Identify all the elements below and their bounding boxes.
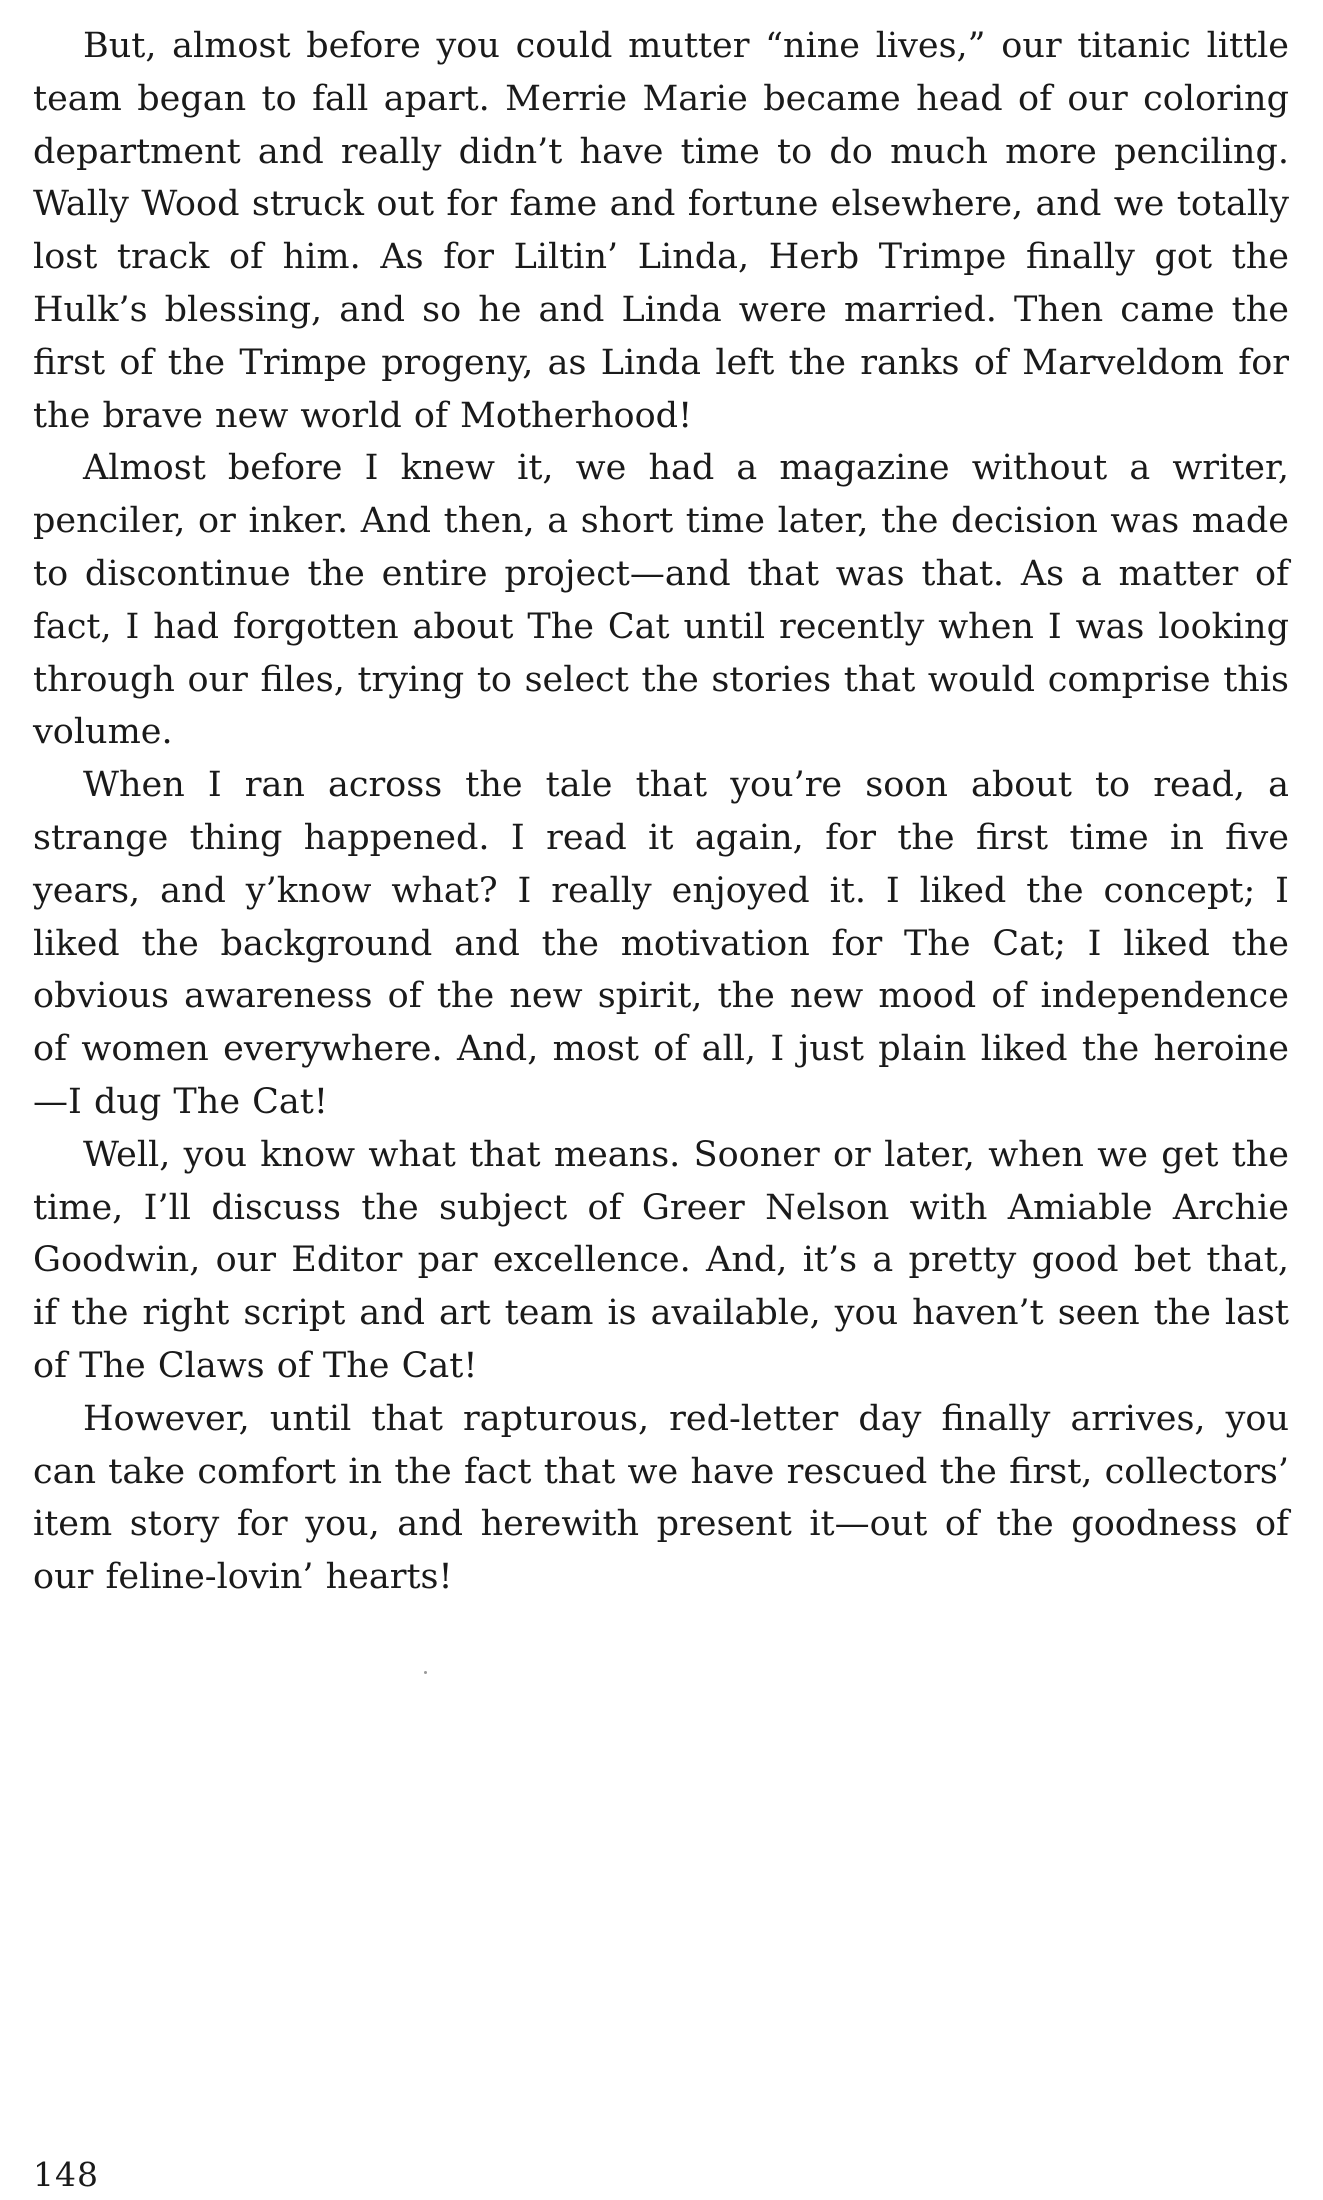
paragraph-2: Almost before I knew it, we had a magazine without a writer, penciler, or inker. And then, a short time later, the decision was made to discontinue the entire project—and that was that. As a matter of fact, I had forgotten about The Cat until recently when I was looking through our files, trying to select the stories that would comprise this volume. <box>33 448 1289 753</box>
page-number: 148 <box>33 2155 99 2194</box>
paragraph-1: But, almost before you could mutter “nine lives,” our titanic little team began to fall apart. Merrie Marie became head of our coloring department and really didn’t have time to do much more penciling. Wally Wood struck out for fame and fortune elsewhere, and we totally lost track of him. As for Liltin’ Linda, Herb Trimpe finally got the Hulk’s blessing, and so he and Linda were married. Then came the first of the Trimpe progeny, as Linda left the ranks of Marveldom for the brave new world of Motherhood! <box>33 26 1289 436</box>
paragraph-3: When I ran across the tale that you’re soon about to read, a strange thing happened. I read it again, for the first time in five years, and y’know what? I really enjoyed it. I liked the concept; I liked the background and the motivation for The Cat; I liked the obvious awareness of the new spirit, the new mood of independence of women everywhere. And, most of all, I just plain liked the heroine—I dug The Cat! <box>33 765 1289 1122</box>
paragraph-5: However, until that rapturous, red-letter day finally arrives, you can take comfort in the fact that we have rescued the first, collectors’ item story for you, and herewith present it—out of the goodness of our feline-lovin’ hearts! <box>33 1398 1289 1598</box>
paragraph-4: Well, you know what that means. Sooner or later, when we get the time, I’ll discuss the subject of Greer Nelson with Amiable Archie Goodwin, our Editor par excellence. And, it’s a pretty good bet that, if the right script and art team is available, you haven’t seen the last of The Claws of The Cat! <box>33 1134 1289 1386</box>
print-speck <box>424 1671 427 1674</box>
body-text <box>33 20 1289 1604</box>
